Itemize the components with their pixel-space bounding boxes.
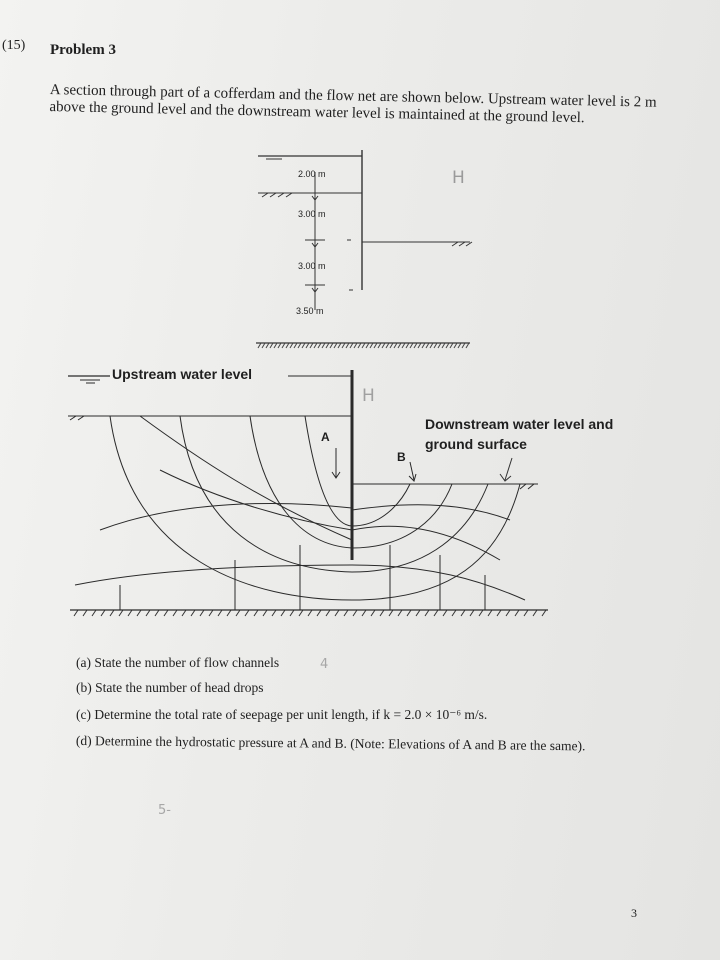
small-base-hatch-mark	[350, 343, 353, 348]
small-base-hatch-mark	[362, 343, 365, 348]
base-hatch-mark	[461, 610, 465, 616]
base-hatch-mark	[362, 610, 366, 616]
small-base-hatch-mark	[434, 343, 437, 348]
small-base-hatch-mark	[418, 343, 421, 348]
small-base-hatch-mark	[326, 343, 329, 348]
handwritten-answer-a: 4	[320, 657, 329, 672]
downstream-hand-arrow	[500, 458, 512, 481]
dim-label-1: 2.00 m	[298, 169, 326, 179]
small-base-hatch-mark	[450, 343, 453, 348]
base-hatch-mark	[182, 610, 186, 616]
downstream-ground-hatch	[520, 484, 534, 489]
small-base-hatch-mark	[430, 343, 433, 348]
base-hatch-mark	[173, 610, 177, 616]
base-hatch-mark	[371, 610, 375, 616]
base-hatch-mark	[245, 610, 249, 616]
base-hatch-mark	[281, 610, 285, 616]
base-hatch-mark	[272, 610, 276, 616]
small-base-hatch-mark	[366, 343, 369, 348]
small-base-hatch-mark	[290, 343, 293, 348]
small-base-hatch-mark	[286, 343, 289, 348]
base-hatch-mark	[515, 610, 519, 616]
base-hatch-mark	[254, 610, 258, 616]
equipotential-2	[160, 470, 352, 530]
page-number: 3	[631, 906, 637, 920]
question-a: (a) State the number of flow channels	[76, 655, 280, 670]
base-hatch-mark	[164, 610, 168, 616]
small-base-hatch-mark	[346, 343, 349, 348]
small-section-diagram	[256, 150, 472, 343]
base-hatch-mark	[488, 610, 492, 616]
small-base-hatch-mark	[262, 343, 265, 348]
base-hatch-mark	[425, 610, 429, 616]
small-base-hatch-mark	[454, 343, 457, 348]
base-hatch-mark	[335, 610, 339, 616]
base-hatch-mark	[443, 610, 447, 616]
dim-label-3: 3.00 m	[298, 261, 326, 271]
base-hatch-mark	[299, 610, 303, 616]
base-hatch-mark	[407, 610, 411, 616]
base-hatch-mark	[119, 610, 123, 616]
base-hatch-mark	[200, 610, 204, 616]
small-base-hatch-mark	[330, 343, 333, 348]
small-base-hatch-mark	[410, 343, 413, 348]
base-hatch-mark	[353, 610, 357, 616]
base-hatch-mark	[308, 610, 312, 616]
problem-intro: A section through part of a cofferdam and the flow net are shown below. Upstream water level is 2 m above the ground level and the downstream water level is maintained at the ground level.	[49, 82, 657, 127]
base-hatch-mark	[74, 610, 78, 616]
base-hatch-mark	[497, 610, 501, 616]
small-base-hatch-mark	[438, 343, 441, 348]
small-base-hatch-mark	[422, 343, 425, 348]
base-hatch-mark	[101, 610, 105, 616]
equipotential-3	[100, 503, 352, 530]
base-hatch-mark	[470, 610, 474, 616]
small-base-hatch-mark	[374, 343, 377, 348]
small-base-hatch-mark	[318, 343, 321, 348]
base-hatch-mark	[236, 610, 240, 616]
small-base-hatch-mark	[466, 343, 469, 348]
handwritten-h-flownet: H	[362, 386, 375, 406]
base-hatch-mark	[146, 610, 150, 616]
small-base-hatch-mark	[394, 343, 397, 348]
small-base-hatch-mark	[390, 343, 393, 348]
small-base-hatch-mark	[370, 343, 373, 348]
base-hatch-mark	[191, 610, 195, 616]
upstream-water-label: Upstream water level	[112, 366, 253, 382]
base-hatch-mark	[398, 610, 402, 616]
base-hatch-mark	[263, 610, 267, 616]
small-base-hatch-mark	[342, 343, 345, 348]
downstream-label-line2: ground surface	[425, 436, 527, 452]
base-hatch-mark	[434, 610, 438, 616]
base-hatch-mark	[83, 610, 87, 616]
downstream-label-line1: Downstream water level and	[425, 416, 614, 432]
base-hatch-mark	[137, 610, 141, 616]
small-base-hatch-mark	[294, 343, 297, 348]
point-b-label: B	[397, 450, 406, 464]
base-hatch-mark	[524, 610, 528, 616]
small-base-hatch-mark	[406, 343, 409, 348]
small-base-hatch-mark	[382, 343, 385, 348]
small-base-hatch-mark	[414, 343, 417, 348]
base-hatch-mark	[380, 610, 384, 616]
problem-points: (15)	[2, 38, 26, 53]
problem-title: Problem 3	[50, 42, 116, 58]
base-hatch-mark	[326, 610, 330, 616]
small-base-hatch-mark	[426, 343, 429, 348]
small-base-hatch-mark	[270, 343, 273, 348]
base-hatch-mark	[542, 610, 546, 616]
small-base-hatch-mark	[338, 343, 341, 348]
small-base-hatch-mark	[306, 343, 309, 348]
base-hatch-mark	[92, 610, 96, 616]
base-hatch-mark	[128, 610, 132, 616]
small-base-hatch-mark	[266, 343, 269, 348]
small-base-hatch-mark	[354, 343, 357, 348]
base-hatch-mark	[506, 610, 510, 616]
small-base-hatch-mark	[282, 343, 285, 348]
base-hatch-mark	[416, 610, 420, 616]
small-downstream-hatch	[452, 242, 472, 246]
small-base-hatch-mark	[442, 343, 445, 348]
small-base-hatch-mark	[322, 343, 325, 348]
base-hatch-mark	[155, 610, 159, 616]
base-hatch-mark	[218, 610, 222, 616]
base-hatch-mark	[290, 610, 294, 616]
equipotential-5	[352, 526, 500, 560]
small-base-hatch-mark	[446, 343, 449, 348]
flow-net-diagram	[68, 370, 548, 610]
base-hatch	[74, 610, 546, 616]
small-base-hatch-mark	[310, 343, 313, 348]
base-hatch-mark	[344, 610, 348, 616]
base-hatch-mark	[110, 610, 114, 616]
small-base-hatch-mark	[278, 343, 281, 348]
small-base-hatch-mark	[258, 343, 261, 348]
question-b: (b) State the number of head drops	[76, 680, 264, 695]
small-base-hatch-mark	[398, 343, 401, 348]
small-base-hatch-mark	[314, 343, 317, 348]
small-base-hatch-mark	[334, 343, 337, 348]
dim-label-4: 3.50 m	[296, 306, 324, 316]
dim-label-2: 3.00 m	[298, 209, 326, 219]
base-hatch-mark	[209, 610, 213, 616]
base-hatch-mark	[479, 610, 483, 616]
base-hatch-mark	[317, 610, 321, 616]
small-base-hatch-mark	[458, 343, 461, 348]
small-base-hatch-mark	[358, 343, 361, 348]
handwritten-answer-b: 5-	[158, 803, 171, 818]
small-ground-hatch	[262, 193, 292, 197]
small-base-hatch-mark	[462, 343, 465, 348]
base-hatch-mark	[227, 610, 231, 616]
question-c: (c) Determine the total rate of seepage per unit length, if k = 2.0 × 10⁻⁶ m/s.	[76, 707, 488, 722]
small-base-hatch-mark	[402, 343, 405, 348]
question-d: (d) Determine the hydrostatic pressure at A and B. (Note: Elevations of A and B are the same).	[75, 733, 586, 754]
handwritten-h-small: H	[452, 168, 465, 188]
point-a-label: A	[321, 430, 330, 444]
base-hatch-mark	[389, 610, 393, 616]
small-base-hatch	[258, 343, 469, 348]
upstream-ground-hatch	[70, 416, 84, 420]
cofferdam-diagrams	[0, 140, 720, 620]
base-hatch-mark	[533, 610, 537, 616]
base-hatch-mark	[452, 610, 456, 616]
small-base-hatch-mark	[298, 343, 301, 348]
small-base-hatch-mark	[274, 343, 277, 348]
small-base-hatch-mark	[302, 343, 305, 348]
small-base-hatch-mark	[378, 343, 381, 348]
small-base-hatch-mark	[386, 343, 389, 348]
